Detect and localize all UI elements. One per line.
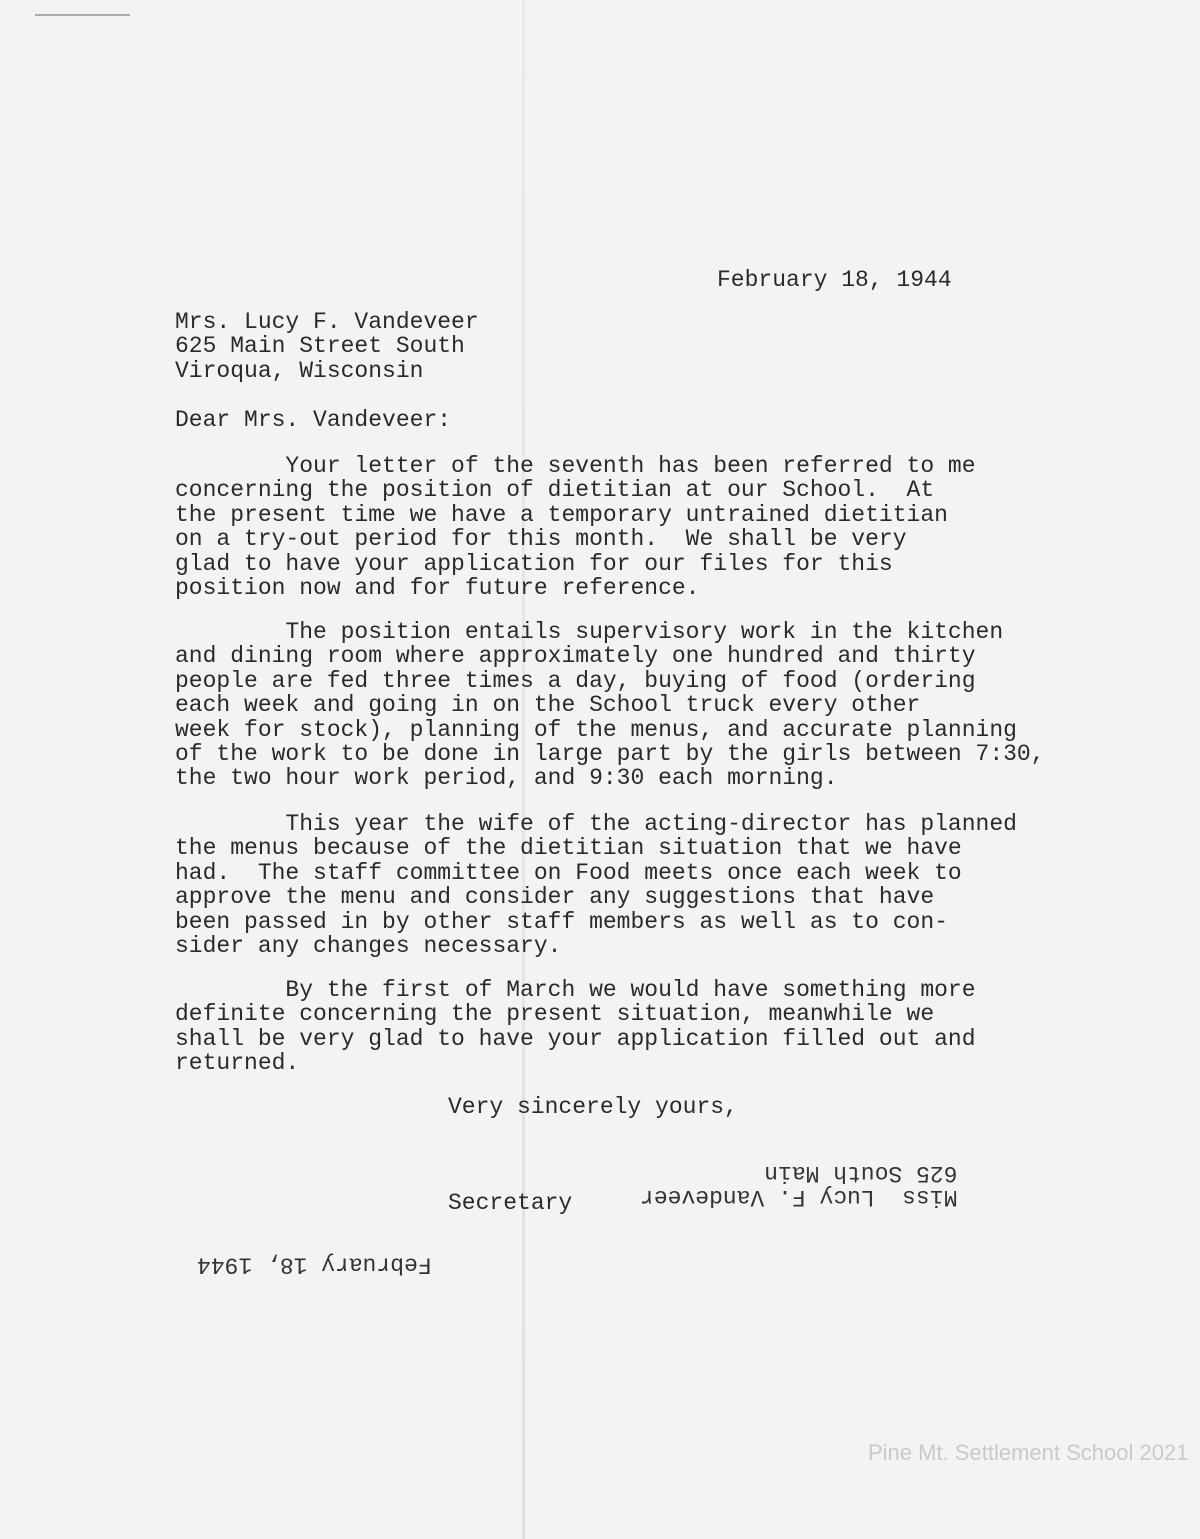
text-line: shall be very glad to have your application filled out and — [175, 1025, 976, 1052]
signature-title: Secretary — [448, 1190, 573, 1216]
text-line: been passed in by other staff members as well as to con- — [175, 908, 948, 935]
closing: Very sincerely yours, — [448, 1094, 738, 1120]
text-line: returned. — [175, 1050, 300, 1077]
text-line: the present time we have a temporary untrained dietitian — [175, 501, 948, 528]
text-line: and dining room where approximately one hundred and thirty — [175, 643, 976, 670]
text-line: people are fed three times a day, buying of food (ordering — [175, 667, 976, 694]
salutation: Dear Mrs. Vandeveer: — [175, 407, 452, 433]
address-line: Miss Lucy F. Vandeveer — [640, 1183, 958, 1210]
stray-mark — [35, 14, 130, 16]
text-line: definite concerning the present situation, meanwhile we — [175, 1001, 935, 1028]
address-line: Mrs. Lucy F. Vandeveer — [175, 309, 479, 335]
address-line: Viroqua, Wisconsin — [175, 357, 424, 384]
paragraph-4 — [175, 978, 976, 1076]
text-line: position now and for future reference. — [175, 574, 700, 601]
text-line: of the work to be done in large part by the girls between 7:30, — [175, 740, 1045, 767]
text-line: on a try-out period for this month. We shall be very — [175, 526, 907, 553]
paragraph-1 — [175, 454, 976, 600]
text-line: the two hour work period, and 9:30 each morning. — [175, 765, 838, 792]
text-line: approve the menu and consider any suggestions that have — [175, 884, 935, 911]
reverse-imprint-address — [640, 1160, 957, 1209]
text-line: had. The staff committee on Food meets once each week to — [175, 859, 962, 886]
text-line: This year the wife of the acting-director has planned — [175, 811, 1017, 837]
address-line: 625 South Main — [764, 1159, 958, 1186]
paragraph-2 — [175, 620, 1045, 791]
text-line: By the first of March we would have something more — [175, 977, 976, 1003]
text-line: each week and going in on the School truck every other — [175, 692, 921, 719]
text-line: glad to have your application for our files for this — [175, 550, 893, 577]
text-line: The position entails supervisory work in the kitchen — [175, 619, 1004, 645]
recipient-address — [175, 310, 479, 383]
text-line: concerning the position of dietitian at our School. At — [175, 477, 935, 504]
letter-date: February 18, 1944 — [717, 267, 952, 293]
reverse-imprint-date: February 18, 1944 — [197, 1251, 432, 1278]
text-line: Your letter of the seventh has been referred to me — [175, 453, 976, 479]
paragraph-3 — [175, 812, 1017, 958]
address-line: 625 Main Street South — [175, 333, 465, 360]
watermark: Pine Mt. Settlement School 2021 — [868, 1440, 1189, 1465]
text-line: sider any changes necessary. — [175, 932, 562, 959]
text-line: week for stock), planning of the menus, and accurate planning — [175, 716, 1017, 743]
text-line: the menus because of the dietitian situation that we have — [175, 835, 962, 862]
